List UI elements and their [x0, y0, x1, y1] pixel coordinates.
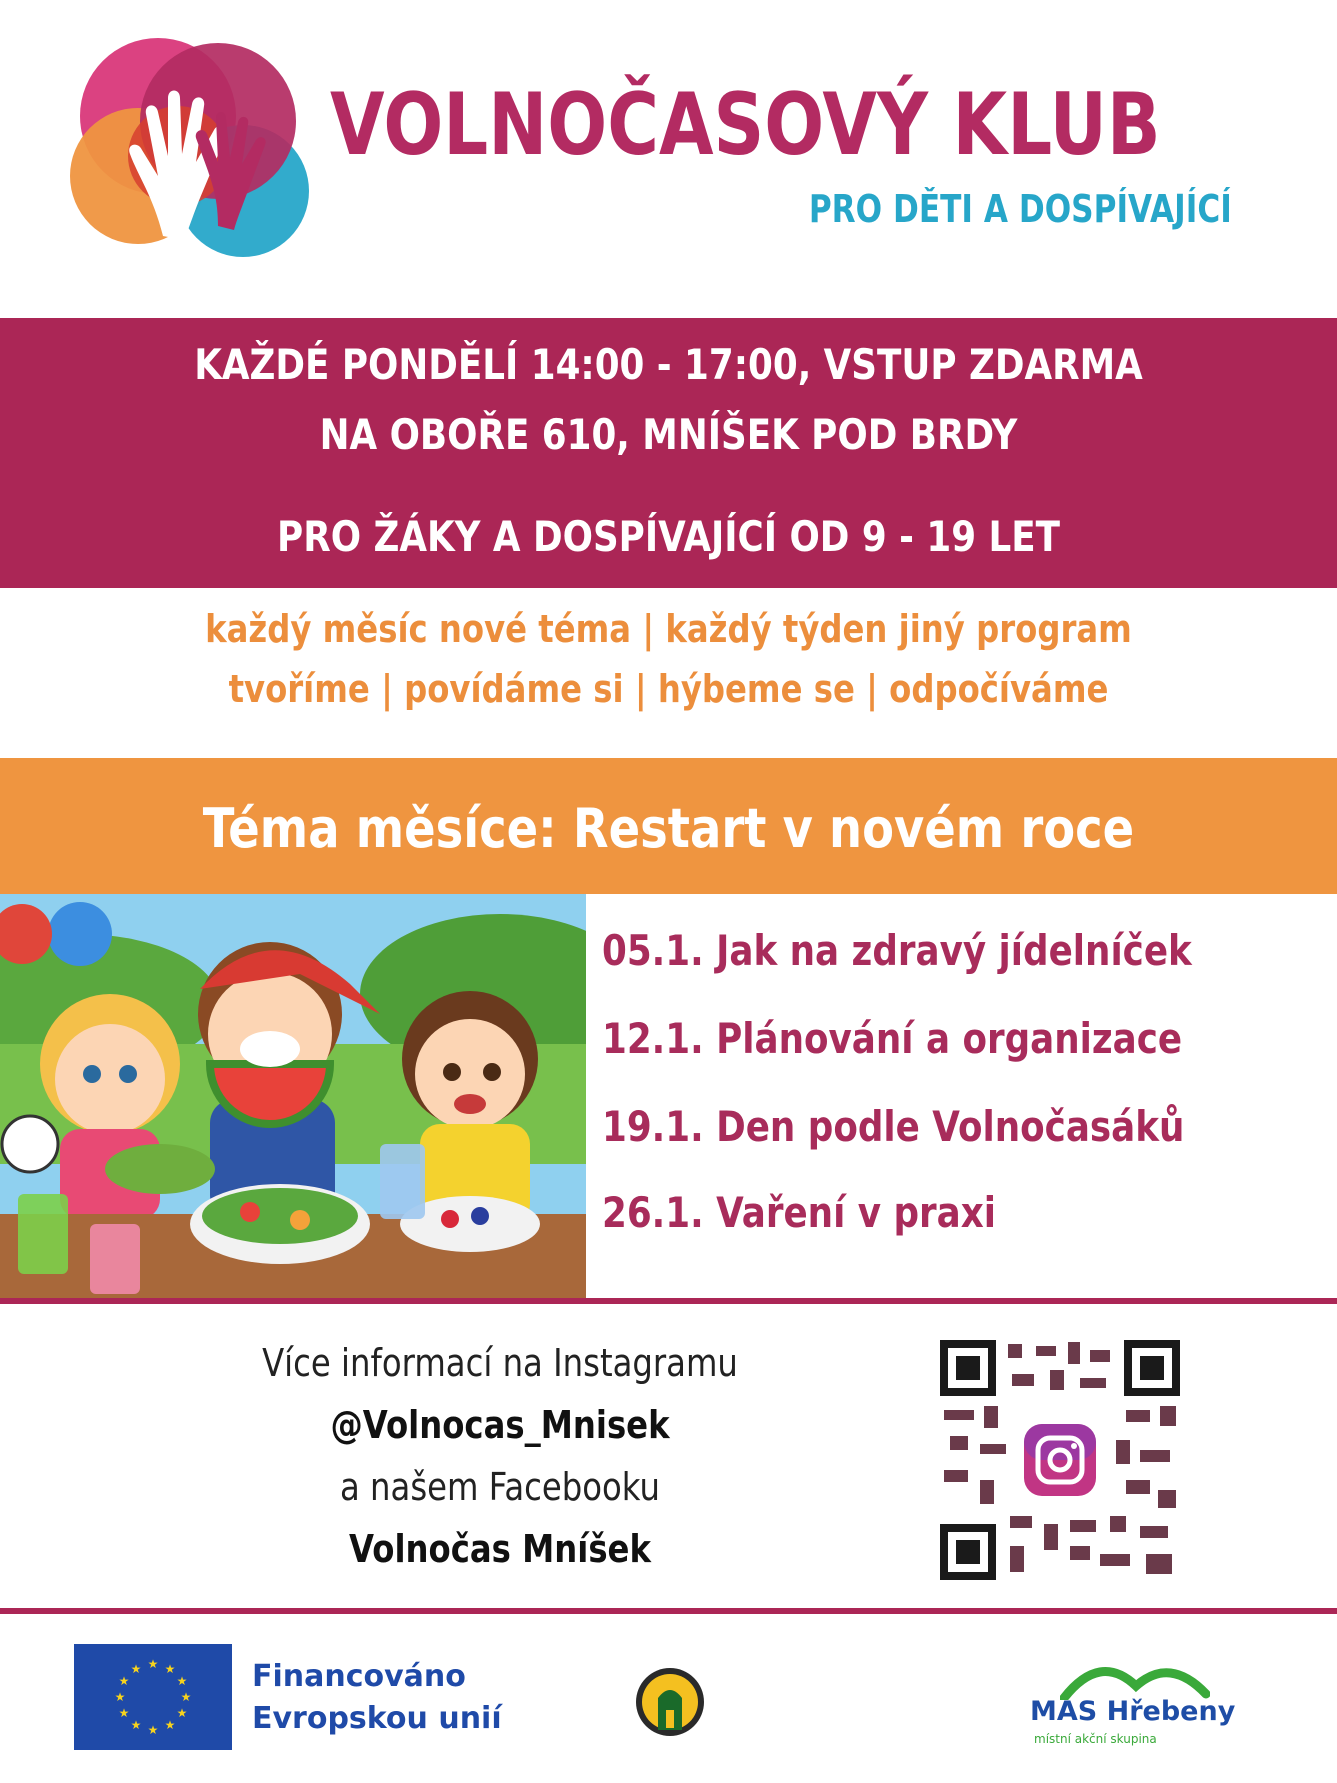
eu-line-2: Evropskou unií: [252, 1701, 502, 1736]
activities-line-2: tvoříme | povídáme si | hýbeme se | odpočíváme: [228, 667, 1109, 711]
svg-text:★: ★: [164, 1662, 176, 1676]
activities-line-1: každý měsíc nové téma | každý týden jiný program: [205, 607, 1132, 651]
eu-funding-text: [252, 1656, 502, 1740]
schedule-item-1: 05.1. Jak na zdravý jídelníček: [602, 926, 1192, 975]
activities-section: [0, 588, 1337, 758]
mas-hrebeny-logo: [1030, 1656, 1250, 1746]
theme-heading: Téma měsíce: Restart v novém roce: [202, 797, 1135, 860]
instagram-handle[interactable]: @Volnocas_Mnisek: [330, 1403, 670, 1447]
hands-circles-logo-icon: [68, 26, 324, 266]
theme-band: [0, 758, 1337, 894]
svg-text:★: ★: [118, 1674, 130, 1688]
svg-text:★: ★: [118, 1706, 130, 1720]
club-subtitle: PRO DĚTI A DOSPÍVAJÍCÍ: [809, 187, 1232, 231]
children-eating-illustration: [0, 894, 586, 1298]
svg-text:★: ★: [130, 1662, 142, 1676]
divider-top: [0, 1298, 1337, 1304]
magdalena-logo-icon: [624, 1650, 716, 1750]
facebook-intro: a našem Facebooku: [339, 1465, 660, 1509]
header: [0, 0, 1337, 318]
svg-text:★: ★: [180, 1690, 192, 1704]
age-group-line: PRO ŽÁKY A DOSPÍVAJÍCÍ OD 9 - 19 LET: [277, 512, 1060, 561]
svg-text:★: ★: [164, 1718, 176, 1732]
svg-text:★: ★: [130, 1718, 142, 1732]
schedule-item-2: 12.1. Plánování a organizace: [602, 1014, 1183, 1063]
mas-hills-icon: [1060, 1656, 1210, 1700]
schedule-item-4: 26.1. Vaření v praxi: [602, 1188, 996, 1237]
svg-text:★: ★: [176, 1674, 188, 1688]
svg-text:★: ★: [176, 1706, 188, 1720]
mas-subtitle: místní akční skupina: [1034, 1732, 1157, 1746]
mas-title: MAS Hřebeny: [1030, 1696, 1236, 1727]
instagram-qr-code-icon[interactable]: [940, 1340, 1180, 1580]
schedule-time-line: KAŽDÉ PONDĚLÍ 14:00 - 17:00, VSTUP ZDARMA: [194, 340, 1143, 389]
eu-flag-icon: [74, 1644, 232, 1750]
instagram-intro: Více informací na Instagramu: [262, 1341, 738, 1385]
divider-bottom: [0, 1608, 1337, 1614]
club-title: VOLNOČASOVÝ KLUB: [330, 75, 1161, 175]
svg-text:★: ★: [114, 1690, 126, 1704]
address-line: NA OBOŘE 610, MNÍŠEK POD BRDY: [319, 410, 1018, 459]
svg-text:★: ★: [147, 1723, 159, 1737]
svg-text:★: ★: [147, 1657, 159, 1671]
schedule-item-3: 19.1. Den podle Volnočasáků: [602, 1102, 1185, 1151]
facebook-page[interactable]: Volnočas Mníšek: [349, 1527, 651, 1571]
info-band: [0, 318, 1337, 588]
eu-line-1: Financováno: [252, 1659, 466, 1694]
